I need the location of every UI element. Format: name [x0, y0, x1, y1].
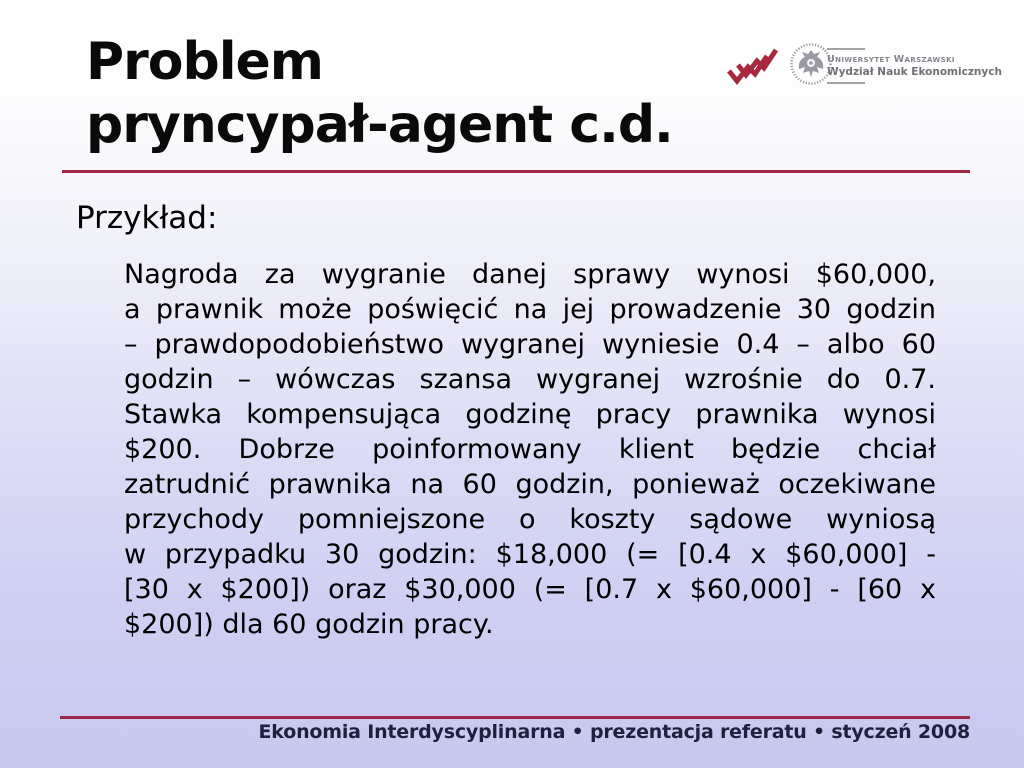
footer-divider [60, 716, 970, 719]
slide-title-line-1: Problem [86, 32, 323, 92]
footer-caption: Ekonomia Interdyscyplinarna • prezentacja referatu • styczeń 2008 [258, 721, 970, 743]
university-logo-text [827, 48, 1002, 84]
logo-top-rule [827, 48, 865, 50]
paragraph-line: Nagroda za wygranie danej sprawy wynosi $60,000, [124, 259, 936, 290]
wne-zigzag-logo-icon [727, 47, 779, 87]
paragraph-line: – prawdopodobieństwo wygranej wyniesie 0.4 – albo 60 [124, 329, 936, 360]
paragraph-line: $200]) dla 60 godzin pracy. [124, 609, 494, 640]
slide-title-line-2: pryncypał-agent c.d. [86, 95, 673, 155]
paragraph-line: [30 x $200]) oraz $30,000 (= [0.7 x $60,000] - [60 x [124, 574, 936, 605]
paragraph-line: Stawka kompensująca godzinę pracy prawnika wynosi [124, 399, 936, 430]
logo-bottom-rule [827, 82, 865, 84]
example-heading: Przykład: [76, 200, 218, 236]
slide-title [86, 31, 906, 157]
faculty-name: Wydział Nauk Ekonomicznych [827, 66, 1002, 78]
title-divider [62, 170, 970, 173]
university-name: Uniwersytet Warszawski [827, 54, 955, 65]
example-paragraph [124, 257, 936, 642]
paragraph-line: $200. Dobrze poinformowany klient będzie chciał [124, 434, 936, 465]
paragraph-line: godzin – wówczas szansa wygranej wzrośnie do 0.7. [124, 364, 936, 395]
paragraph-line: w przypadku 30 godzin: $18,000 (= [0.4 x $60,000] - [124, 539, 936, 570]
paragraph-line: przychody pomniejszone o koszty sądowe wyniosą [124, 504, 936, 535]
paragraph-line: zatrudnić prawnika na 60 godzin, ponieważ oczekiwane [124, 469, 936, 500]
paragraph-line: a prawnik może poświęcić na jej prowadzenie 30 godzin [124, 294, 936, 325]
